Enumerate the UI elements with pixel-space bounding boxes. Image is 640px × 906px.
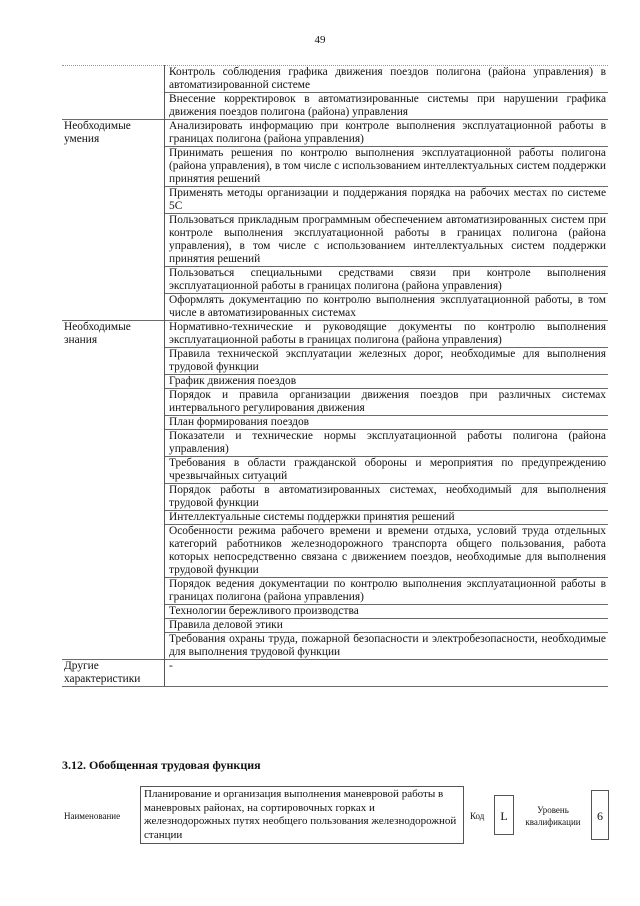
code-value: L <box>494 795 514 835</box>
knowledge-item: Особенности режима рабочего времени и времени отдыха, условий труда отдельных категорий работников железнодорожного транспорта общего пользования, работа которых непосредственно связана с движением поездов, необходимые для выполнения трудовой функции <box>165 525 609 578</box>
table-row <box>62 525 608 578</box>
table-row <box>62 93 608 120</box>
row-label-empty <box>62 633 165 660</box>
row-label-empty <box>62 578 165 605</box>
table-row <box>62 214 608 267</box>
row-label-empty <box>62 187 165 214</box>
other-characteristics-label: Другие характеристики <box>62 660 165 687</box>
table-row <box>62 457 608 484</box>
table-row <box>62 619 608 633</box>
name-label: Наименование <box>64 811 121 821</box>
table-row <box>62 633 608 660</box>
table-row <box>62 294 608 321</box>
table-row <box>62 267 608 294</box>
table-row <box>62 375 608 389</box>
skill-item: Пользоваться прикладным программным обеспечением автоматизированных систем при контроле выполнения эксплуатационной работы в границах полигона (района управления), в том числе с использованием интеллектуальных систем поддержки принятия решений <box>165 214 609 267</box>
row-label-empty <box>62 375 165 389</box>
table-row <box>62 484 608 511</box>
qualification-level-value: 6 <box>591 790 609 840</box>
knowledge-item: Интеллектуальные системы поддержки принятия решений <box>165 511 609 525</box>
row-label-empty <box>62 416 165 430</box>
knowledge-item: Технологии бережливого производства <box>165 605 609 619</box>
row-label-empty <box>62 93 165 120</box>
row-label-empty <box>62 511 165 525</box>
table-row <box>62 578 608 605</box>
knowledge-item: Показатели и технические нормы эксплуатационной работы полигона (района управления) <box>165 430 609 457</box>
table-row <box>62 389 608 416</box>
table-row <box>62 660 608 687</box>
skills-label: Необходимые умения <box>62 120 165 147</box>
knowledge-item: Требования в области гражданской обороны и мероприятия по предупреждению чрезвычайных ситуаций <box>165 457 609 484</box>
skill-item: Принимать решения по контролю выполнения эксплуатационной работы полигона (района управления), в том числе с использованием интеллектуальных систем поддержки принятия решений <box>165 147 609 187</box>
skill-item: Применять методы организации и поддержания порядка на рабочих местах по системе 5С <box>165 187 609 214</box>
row-label-empty <box>62 457 165 484</box>
row-label-empty <box>62 619 165 633</box>
other-characteristics-value: - <box>165 660 609 687</box>
row-label-empty <box>62 267 165 294</box>
knowledge-item: Порядок и правила организации движения поездов при различных системах интервального регулирования движения <box>165 389 609 416</box>
labor-function-table <box>62 65 608 687</box>
table-row <box>62 430 608 457</box>
knowledge-item: Порядок работы в автоматизированных системах, необходимый для выполнения трудовой функции <box>165 484 609 511</box>
page-number: 49 <box>314 34 326 46</box>
row-label-empty <box>62 147 165 187</box>
table-row <box>62 605 608 619</box>
row-label-empty <box>62 605 165 619</box>
knowledge-item: Правила технической эксплуатации железных дорог, необходимые для выполнения трудовой функции <box>165 348 609 375</box>
row-label-empty <box>62 389 165 416</box>
section-title: 3.12. Обобщенная трудовая функция <box>62 758 261 772</box>
table-row <box>62 187 608 214</box>
skill-item: Оформлять документацию по контролю выполнения эксплуатационной работы, в том числе в автоматизированных системах <box>165 294 609 321</box>
row-label-empty <box>62 484 165 511</box>
table-row <box>62 66 608 93</box>
labor-action: Контроль соблюдения графика движения поездов полигона (района управления) в автоматизированной системе <box>165 66 609 93</box>
qualification-level-label: Уровень квалификации <box>525 805 581 827</box>
labor-action: Внесение корректировок в автоматизированные системы при нарушении графика движения поездов полигона (района) управления <box>165 93 609 120</box>
row-label-empty <box>62 348 165 375</box>
skill-item: Анализировать информацию при контроле выполнения эксплуатационной работы в границах полигона (района управления) <box>165 120 609 147</box>
row-label-empty <box>62 430 165 457</box>
knowledge-item: План формирования поездов <box>165 416 609 430</box>
table-row <box>62 321 608 348</box>
table-row <box>62 348 608 375</box>
function-name-value: Планирование и организация выполнения маневровой работы в маневровых районах, на сортировочных горках и железнодорожных путях необщего пользования железнодорожной станции <box>140 786 464 844</box>
knowledge-item: График движения поездов <box>165 375 609 389</box>
code-label: Код <box>470 811 485 821</box>
row-label-empty <box>62 294 165 321</box>
table-row <box>62 416 608 430</box>
row-label-empty <box>62 525 165 578</box>
knowledge-item: Нормативно-технические и руководящие документы по контролю выполнения эксплуатационной работы в границах полигона (района управления) <box>165 321 609 348</box>
knowledge-label: Необходимые знания <box>62 321 165 348</box>
row-label-empty <box>62 214 165 267</box>
knowledge-item: Требования охраны труда, пожарной безопасности и электробезопасности, необходимые для выполнения трудовой функции <box>165 633 609 660</box>
table-row <box>62 120 608 147</box>
knowledge-item: Правила деловой этики <box>165 619 609 633</box>
row-label-empty <box>62 66 165 93</box>
knowledge-item: Порядок ведения документации по контролю выполнения эксплуатационной работы в границах полигона (района управления) <box>165 578 609 605</box>
table-row <box>62 147 608 187</box>
skill-item: Пользоваться специальными средствами связи при контроле выполнения эксплуатационной работы в границах полигона (района управления) <box>165 267 609 294</box>
table-row <box>62 511 608 525</box>
